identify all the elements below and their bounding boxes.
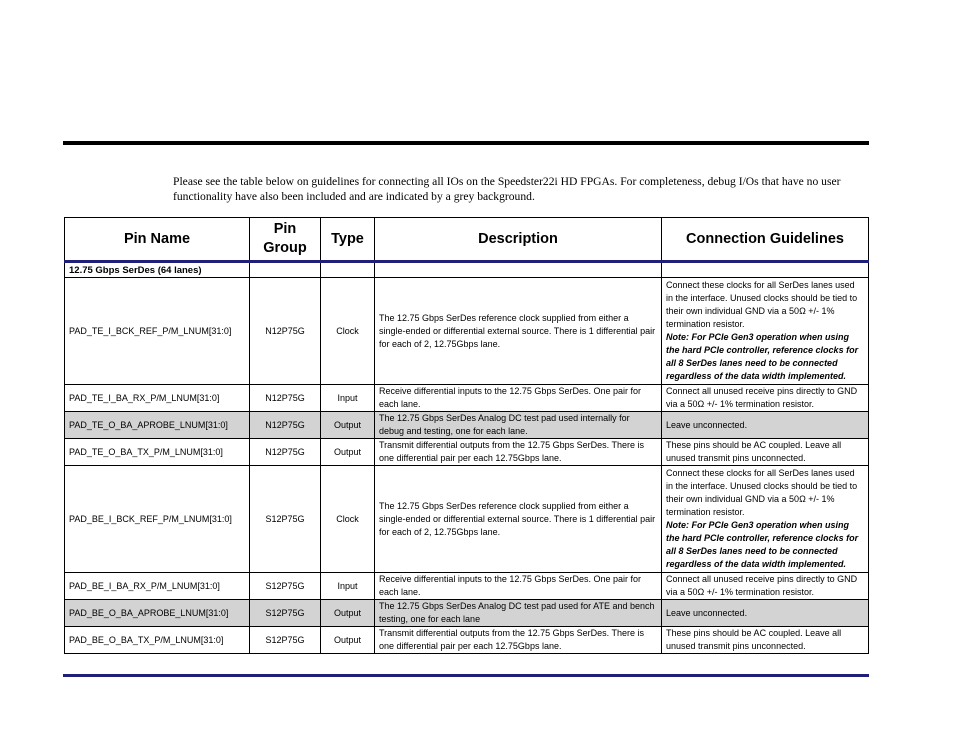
pin-group-cell: S12P75G [250,627,321,654]
description-cell: The 12.75 Gbps SerDes reference clock supplied from either a single-ended or differential external source. There is 1 differential pair for each of 2, 12.75Gbps lane. [375,278,662,385]
type-cell: Clock [321,466,375,573]
description-cell: The 12.75 Gbps SerDes Analog DC test pad used internally for debug and testing, one for each lane. [375,412,662,439]
type-cell: Clock [321,278,375,385]
table-row-debug [65,412,869,439]
group-title: 12.75 Gbps SerDes (64 lanes) [65,262,250,278]
guideline-note: Note: For PCIe Gen3 operation when using the hard PCIe controller, reference clocks for all 8 SerDes lanes need to be connected regardless of the data width implemented. [666,520,859,569]
type-cell: Output [321,600,375,627]
type-cell: Output [321,412,375,439]
header-type: Type [321,218,375,262]
guideline-cell: Leave unconnected. [662,600,869,627]
table-row [65,385,869,412]
table-row [65,278,869,385]
guideline-note: Note: For PCIe Gen3 operation when using the hard PCIe controller, reference clocks for all 8 SerDes lanes need to be connected regardless of the data width implemented. [666,332,859,381]
footer-rule [63,674,869,677]
table-row [65,627,869,654]
table-row-debug [65,600,869,627]
pin-guidelines-table [64,217,869,654]
table-row [65,439,869,466]
pin-group-cell: N12P75G [250,412,321,439]
header-description: Description [375,218,662,262]
description-cell: Receive differential inputs to the 12.75 Gbps SerDes. One pair for each lane. [375,385,662,412]
description-cell: Receive differential inputs to the 12.75 Gbps SerDes. One pair for each lane. [375,573,662,600]
pin-name-cell: PAD_BE_O_BA_APROBE_LNUM[31:0] [65,600,250,627]
table-row [65,573,869,600]
description-cell: Transmit differential outputs from the 12.75 Gbps SerDes. There is one differential pair per each 12.75Gbps lane. [375,627,662,654]
header-connection-guidelines: Connection Guidelines [662,218,869,262]
pin-name-cell: PAD_BE_O_BA_TX_P/M_LNUM[31:0] [65,627,250,654]
pin-name-cell: PAD_TE_I_BA_RX_P/M_LNUM[31:0] [65,385,250,412]
pin-name-cell: PAD_TE_I_BCK_REF_P/M_LNUM[31:0] [65,278,250,385]
guideline-text: Connect these clocks for all SerDes lanes used in the interface. Unused clocks should be tied to their own individual GND via a 50Ω +/- 1% termination resistor. [666,468,858,517]
guideline-cell: Leave unconnected. [662,412,869,439]
pin-name-cell: PAD_BE_I_BCK_REF_P/M_LNUM[31:0] [65,466,250,573]
guideline-cell: Connect all unused receive pins directly to GND via a 50Ω +/- 1% termination resistor. [662,385,869,412]
description-cell: Transmit differential outputs from the 12.75 Gbps SerDes. There is one differential pair per each 12.75Gbps lane. [375,439,662,466]
guideline-cell [662,278,869,385]
type-cell: Output [321,627,375,654]
guideline-cell: These pins should be AC coupled. Leave all unused transmit pins unconnected. [662,627,869,654]
guideline-cell: These pins should be AC coupled. Leave all unused transmit pins unconnected. [662,439,869,466]
header-pin-name: Pin Name [65,218,250,262]
pin-name-cell: PAD_BE_I_BA_RX_P/M_LNUM[31:0] [65,573,250,600]
type-cell: Output [321,439,375,466]
pin-group-cell: N12P75G [250,278,321,385]
pin-group-cell: N12P75G [250,385,321,412]
table-header-row [65,218,869,262]
intro-paragraph: Please see the table below on guidelines for connecting all IOs on the Speedster22i HD FPGAs. For completeness, debug I/Os that have no user functionality have also been included and are indicated by a grey background. [173,175,841,203]
description-cell: The 12.75 Gbps SerDes reference clock supplied from either a single-ended or differential external source. There is 1 differential pair for each of 2, 12.75Gbps lane. [375,466,662,573]
header-pin-group: Pin Group [250,218,321,262]
type-cell: Input [321,573,375,600]
pin-group-cell: S12P75G [250,466,321,573]
group-row [65,262,869,278]
pin-group-cell: S12P75G [250,600,321,627]
guideline-text: Connect these clocks for all SerDes lanes used in the interface. Unused clocks should be tied to their own individual GND via a 50Ω +/- 1% termination resistor. [666,280,858,329]
pin-name-cell: PAD_TE_O_BA_APROBE_LNUM[31:0] [65,412,250,439]
description-cell: The 12.75 Gbps SerDes Analog DC test pad used for ATE and bench testing, one for each lane [375,600,662,627]
guideline-cell [662,466,869,573]
type-cell: Input [321,385,375,412]
pin-group-cell: N12P75G [250,439,321,466]
pin-name-cell: PAD_TE_O_BA_TX_P/M_LNUM[31:0] [65,439,250,466]
header-rule [63,141,869,145]
guideline-cell: Connect all unused receive pins directly to GND via a 50Ω +/- 1% termination resistor. [662,573,869,600]
pin-group-cell: S12P75G [250,573,321,600]
table-row [65,466,869,573]
